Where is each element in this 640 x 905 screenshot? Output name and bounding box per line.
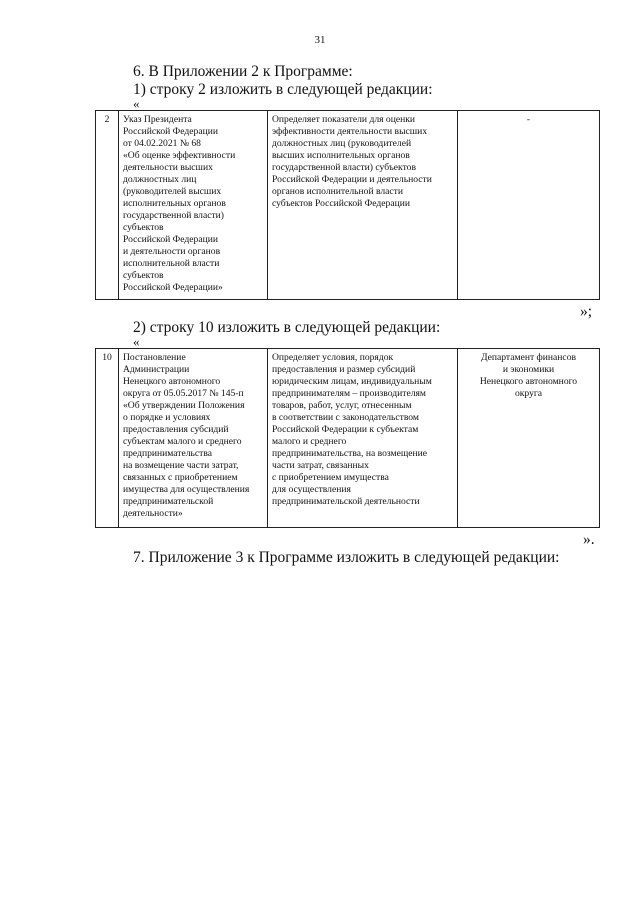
cell-line: Российской Федерации и деятельности	[272, 174, 432, 185]
item-1-text: 1) строку 2 изложить в следующей редакции:	[133, 81, 433, 98]
open-quote-2: «	[133, 334, 140, 349]
cell-line: деятельности»	[123, 508, 183, 519]
cell-line: предпринимательства	[123, 448, 213, 459]
cell-line: предоставления субсидий	[123, 424, 229, 435]
cell-line: Ненецкого автономного	[123, 376, 221, 387]
cell-line: Российской Федерации к субъектам	[272, 424, 419, 435]
cell-line: предпринимательской деятельности	[272, 496, 420, 507]
cell-line: (руководителей высших	[123, 186, 222, 197]
table-row	[96, 111, 600, 300]
responsible-cell	[458, 349, 600, 528]
cell-line: «Об утверждении Положения	[123, 400, 245, 411]
cell-line: органов исполнительной власти	[272, 186, 404, 197]
cell-line: государственной власти) субъектов	[272, 162, 416, 173]
cell-line: «Об оценке эффективности	[123, 150, 236, 161]
cell-line: округа	[514, 388, 543, 399]
cell-line: округа от 05.05.2017 № 145-п	[123, 388, 244, 399]
cell-line: Определяет показатели для оценки	[272, 114, 416, 125]
cell-line: Определяет условия, порядок	[272, 352, 394, 363]
cell-line: предпринимателям – производителям	[272, 388, 426, 399]
cell-line: должностных лиц	[123, 174, 197, 185]
cell-line: для осуществления	[272, 484, 351, 495]
row-number: 2	[96, 111, 119, 300]
cell-line: связанных с приобретением	[123, 472, 238, 483]
legal-act-cell	[119, 349, 268, 528]
cell-line: Российской Федерации	[123, 234, 218, 245]
cell-line: на возмещение части затрат,	[123, 460, 239, 471]
section-7-title: 7. Приложение 3 к Программе изложить в следующей редакции:	[133, 549, 560, 566]
cell-line: Постановление	[123, 352, 186, 363]
cell-line: предпринимательства, на возмещение	[272, 448, 428, 459]
close-quote-2: ».	[583, 531, 595, 548]
cell-line: -	[526, 114, 531, 125]
cell-line: субъектам малого и среднего	[123, 436, 242, 447]
program-table-row-10	[95, 348, 600, 528]
cell-line: о порядке и условиях	[123, 412, 211, 423]
description-cell	[268, 111, 458, 300]
cell-line: от 04.02.2021 № 68	[123, 138, 201, 149]
cell-line: товаров, работ, услуг, отнесенным	[272, 400, 412, 411]
legal-act-cell	[119, 111, 268, 300]
cell-line: в соответствии с законодательством	[272, 412, 419, 423]
responsible-cell	[458, 111, 600, 300]
table-row	[96, 349, 600, 528]
cell-line: Указ Президента	[123, 114, 192, 125]
cell-line: Ненецкого автономного	[479, 376, 578, 387]
page-number: 31	[314, 34, 326, 46]
cell-line: имущества для осуществления	[123, 484, 250, 495]
cell-line: эффективности деятельности высших	[272, 126, 428, 137]
open-quote-1: «	[133, 96, 140, 111]
cell-line: Российской Федерации»	[123, 282, 223, 293]
section-6-title: 6. В Приложении 2 к Программе:	[133, 63, 353, 80]
cell-line: высших исполнительных органов	[272, 150, 410, 161]
cell-line: Администрации	[123, 364, 190, 375]
cell-line: исполнительной власти	[123, 258, 220, 269]
cell-line: и экономики	[502, 364, 555, 375]
cell-line: и деятельности органов	[123, 246, 221, 257]
cell-line: деятельности высших	[123, 162, 213, 173]
cell-line: предоставления и размер субсидий	[272, 364, 416, 375]
cell-line: государственной власти)	[123, 210, 225, 221]
cell-line: юридическим лицам, индивидуальным	[272, 376, 432, 387]
cell-line: должностных лиц (руководителей	[272, 138, 412, 149]
cell-line: субъектов Российской Федерации	[272, 198, 410, 209]
cell-line: предпринимательской	[123, 496, 214, 507]
cell-line: малого и среднего	[272, 436, 347, 447]
item-2-text: 2) строку 10 изложить в следующей редакции:	[133, 319, 441, 336]
cell-line: части затрат, связанных	[272, 460, 369, 471]
close-quote-1: »;	[580, 303, 593, 320]
cell-line: Департамент финансов	[480, 352, 577, 363]
cell-line: субъектов	[123, 222, 164, 233]
cell-line: с приобретением имущества	[272, 472, 389, 483]
cell-line: субъектов	[123, 270, 164, 281]
cell-line: Российской Федерации	[123, 126, 218, 137]
row-number: 10	[96, 349, 119, 528]
program-table-row-2	[95, 110, 600, 300]
description-cell	[268, 349, 458, 528]
cell-line: исполнительных органов	[123, 198, 226, 209]
